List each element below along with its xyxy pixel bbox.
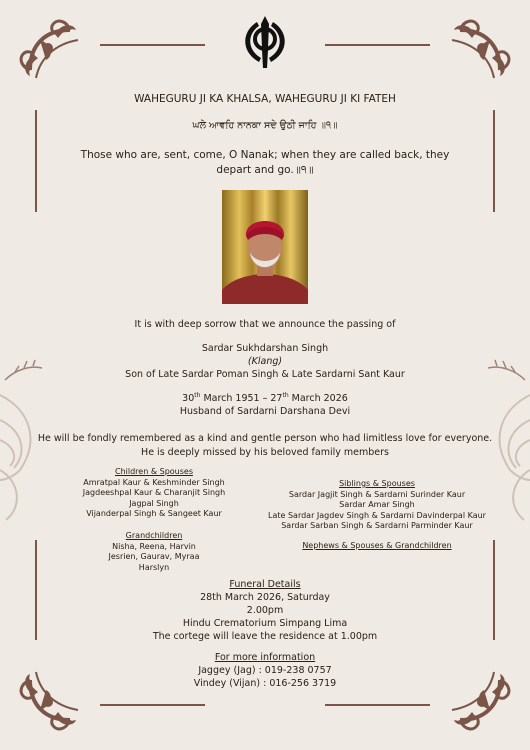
list-item: Sardar Jagjit Singh & Sardarni Surinder Kaur <box>288 489 466 499</box>
list-item: Late Sardar Jagdev Singh & Sardarni Davinderpal Kaur <box>268 510 486 520</box>
cortege-time: The cortege will leave the residence at 1.00pm <box>152 631 378 642</box>
list-item: Jagpal Singh <box>129 498 179 508</box>
children-heading: Children & Spouses <box>115 467 193 476</box>
portrait-photo <box>222 190 308 304</box>
life-dates: 30th March 1951 – 27th March 2026 <box>182 391 348 404</box>
parents-line: Son of Late Sardar Poman Singh & Late Sardarni Sant Kaur <box>125 369 405 380</box>
remembrance-line-1: He will be fondly remembered as a kind and gentle person who had limitless love for everyone. <box>37 433 493 444</box>
grandchildren-heading: Grandchildren <box>125 531 183 540</box>
portrait-figure <box>222 190 308 304</box>
list-item: Jagdeeshpal Kaur & Charanjit Singh <box>82 488 226 497</box>
announcement-intro: It is with deep sorrow that we announce the passing of <box>134 319 396 330</box>
list-item: Jesrien, Gaurav, Myraa <box>108 552 200 561</box>
greeting: WAHEGURU JI KA KHALSA, WAHEGURU JI KI FATEH <box>134 93 396 105</box>
translation-line-2: depart and go.॥੧॥ <box>216 164 314 176</box>
contact-heading: For more information <box>214 652 316 663</box>
siblings-heading: Siblings & Spouses <box>339 479 415 488</box>
funeral-venue: Hindu Crematorium Simpang Lima <box>182 618 348 629</box>
spouse-line: Husband of Sardarni Darshana Devi <box>179 406 351 417</box>
children-section <box>60 467 248 520</box>
list-item: Amratpal Kaur & Keshminder Singh <box>83 477 225 487</box>
nephews-heading: Nephews & Spouses & Grandchildren <box>302 541 452 550</box>
list-item: Sardar Sarban Singh & Sardarni Parminder Kaur <box>281 521 473 530</box>
remembrance-line-2: He is deeply missed by his beloved family members <box>141 447 389 458</box>
siblings-section <box>268 479 486 532</box>
funeral-heading: Funeral Details <box>229 579 301 590</box>
contact-item: Jaggey (Jag) : 019-238 0757 <box>198 665 332 676</box>
khanda-icon <box>245 16 285 68</box>
contact-item: Vindey (Vijan) : 016-256 3719 <box>193 678 337 689</box>
list-item: Nisha, Reena, Harvin <box>112 541 196 551</box>
funeral-time: 2.00pm <box>246 605 284 616</box>
list-item: Vijanderpal Singh & Sangeet Kaur <box>86 509 222 518</box>
deceased-name: Sardar Sukhdarshan Singh <box>201 343 329 354</box>
list-item: Harslyn <box>138 562 170 572</box>
translation-line-1: Those who are, sent, come, O Nanak; when they are called back, they <box>80 149 450 161</box>
grandchildren-section <box>60 531 248 573</box>
list-item: Sardar Amar Singh <box>339 500 415 509</box>
deceased-nickname: (Klang) <box>247 356 283 367</box>
gurmukhi-verse: ਘਲੇ ਆਵਹਿ ਨਾਨਕਾ ਸਦੇ ਉਠੀ ਜਾਹਿ ॥੧॥ <box>192 120 338 131</box>
funeral-date: 28th March 2026, Saturday <box>200 592 330 603</box>
